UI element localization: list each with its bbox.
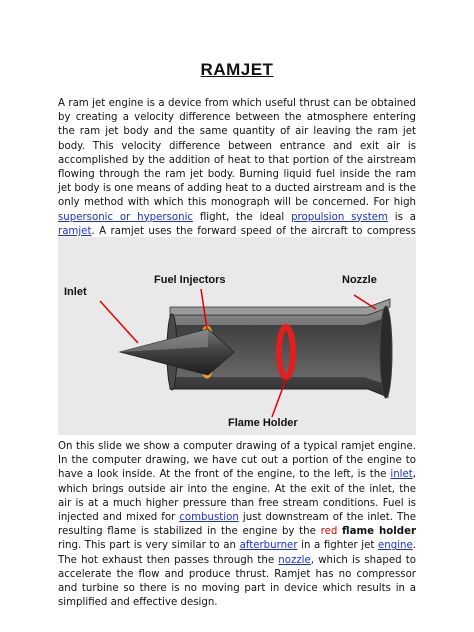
text-run: just downstream of the inlet. The resulting flame is stabilized in the engine by the (58, 512, 416, 538)
text-run: ring. This part is very similar to an (58, 540, 240, 552)
nozzle-exit (380, 306, 392, 398)
label-flame-holder: Flame Holder (228, 417, 298, 429)
link-propulsion-system[interactable]: propulsion system (291, 211, 388, 223)
flame-holder-phrase: flame holder (342, 526, 416, 538)
label-inlet: Inlet (64, 286, 87, 298)
text-run: flight, the ideal (193, 211, 292, 223)
text-run: . A ramjet uses the forward speed of the aircraft to compress (91, 225, 416, 237)
link-inlet[interactable]: inlet (390, 469, 413, 481)
text-run: On this slide we show a computer drawing of a typical ramjet engine. In the computer drawing, we have cut out a portion of the engine to have a look inside. At the front of the engine, to the left, is the (58, 441, 416, 481)
label-fuel-injectors: Fuel Injectors (154, 274, 226, 286)
text-run: , which is shaped to accelerate the flow and produce thrust. Ramjet has no compressor and turbine so there is no moving part in device which results in a simplified and effective design. (58, 554, 416, 609)
ramjet-diagram (58, 237, 416, 435)
description-paragraph (58, 440, 416, 610)
link-ramjet[interactable]: ramjet (58, 225, 92, 237)
text-run: is a (387, 211, 416, 223)
text-run: , which brings outside air into the engine. At the exit of the inlet, the air is at a much higher pressure than free stream conditions. Fuel is injected and mixed for (58, 469, 416, 524)
text-run: . The hot exhaust then passes through the (58, 540, 417, 566)
inlet-pointer (100, 301, 138, 343)
red-word: red (320, 526, 338, 538)
link-engine[interactable]: engine (378, 540, 413, 552)
text-run: A ram jet engine is a device from which useful thrust can be obtained by creating a velocity difference between the atmosphere entering the ram jet body and the same quantity of air leaving the ram jet body. This velocity difference between entrance and exit air is accomplished by the addition of heat to that portion of the airstream flowing through the ram jet body. Burning liquid fuel inside the ram jet body is one means of adding heat to a ducted airstream and is the only method with which this monograph will be concerned. For high (58, 98, 416, 209)
page-title: RAMJET (200, 60, 274, 79)
link-nozzle[interactable]: nozzle (278, 554, 311, 566)
text-run: in a fighter jet (297, 540, 379, 552)
label-nozzle: Nozzle (342, 274, 377, 286)
link-combustion[interactable]: combustion (179, 512, 239, 524)
link-supersonic-hypersonic[interactable]: supersonic or hypersonic (58, 211, 194, 223)
ramjet-drawing (58, 237, 416, 435)
link-afterburner[interactable]: afterburner (239, 540, 298, 552)
